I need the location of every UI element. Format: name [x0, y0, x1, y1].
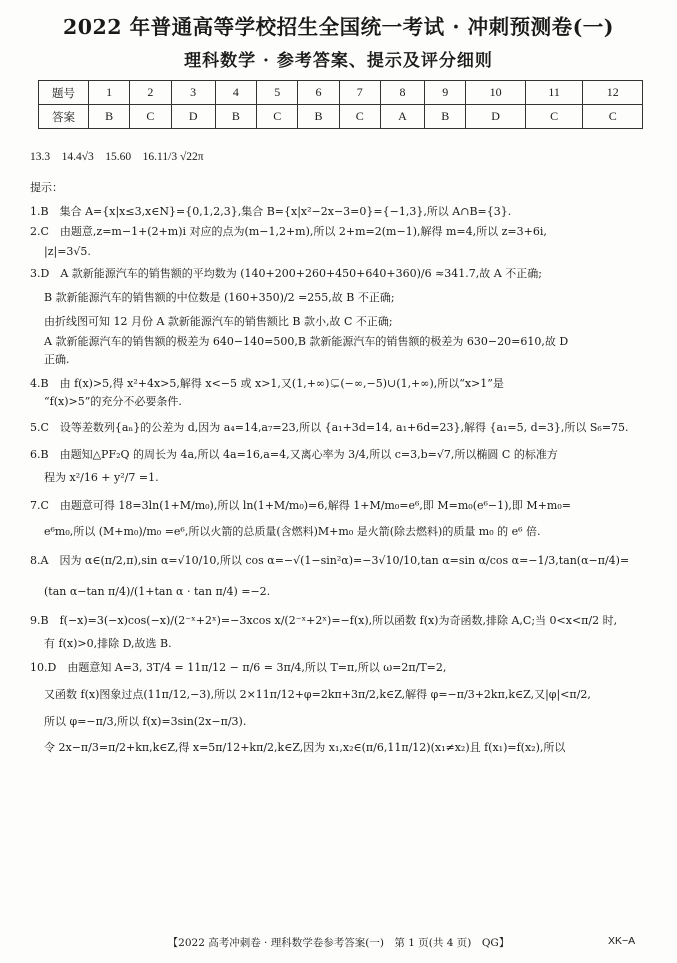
- solution-line: 由折线图可知 12 月份 A 款新能源汽车的销售额比 B 款小,故 C 不正确;: [44, 315, 393, 328]
- answer-cell: C: [339, 105, 380, 129]
- table-row-label: 答案: [39, 105, 89, 129]
- page-title: 2022 年普通高等学校招生全国统一考试 · 冲刺预测卷(一): [62, 15, 614, 39]
- answer-cell: A: [380, 105, 424, 129]
- solution-line: A 款新能源汽车的销售额的极差为 640−140=500,B 款新能源汽车的销售额的极差为 630−20=610,故 D: [44, 335, 569, 348]
- page-code: XK−A: [608, 935, 636, 947]
- question-number-cell: 11: [525, 81, 583, 105]
- solution-line: e⁶m₀,所以 (M+m₀)/m₀ =e⁶,所以火箭的总质量(含燃料)M+m₀ 是火箭(除去燃料)的质量 m₀ 的 e⁶ 倍.: [44, 525, 541, 538]
- solution-line: 8.A 因为 α∈(π/2,π),sin α=√10/10,所以 cos α=−√(1−sin²α)=−3√10/10,tan α=sin α/cos α=−1/3,tan(α−π/4)=: [30, 554, 630, 567]
- page-footer: 【2022 高考冲刺卷 · 理科数学卷参考答案(一) 第 1 页(共 4 页) QG】: [167, 937, 510, 949]
- solution-line: 有 f(x)>0,排除 D,故选 B.: [44, 637, 172, 650]
- answer-cell: B: [215, 105, 256, 129]
- fill-in-answers: 13.3 14.4√3 15.60 16.11/3 √22π: [30, 151, 204, 163]
- question-number-cell: 9: [425, 81, 466, 105]
- solution-line: 所以 φ=−π/3,所以 f(x)=3sin(2x−π/3).: [44, 715, 247, 728]
- answer-cell: C: [583, 105, 643, 129]
- solution-line: |z|=3√5.: [44, 245, 91, 258]
- question-number-cell: 10: [466, 81, 526, 105]
- solution-line: 程为 x²/16 + y²/7 =1.: [44, 471, 159, 484]
- solution-line: 令 2x−π/3=π/2+kπ,k∈Z,得 x=5π/12+kπ/2,k∈Z,因为 x₁,x₂∈(π/6,11π/12)(x₁≠x₂)且 f(x₁)=f(x₂),所以: [44, 741, 566, 754]
- solution-line: 又函数 f(x)图象过点(11π/12,−3),所以 2×11π/12+φ=2kπ+3π/2,k∈Z,解得 φ=−π/3+2kπ,k∈Z,又|φ|<π/2,: [44, 688, 591, 701]
- question-number-cell: 4: [215, 81, 256, 105]
- solution-line: B 款新能源汽车的销售额的中位数是 (160+350)/2 =255,故 B 不正确;: [44, 291, 395, 304]
- solution-line: 7.C 由题意可得 18=3ln(1+M/m₀),所以 ln(1+M/m₀)=6,解得 1+M/m₀=e⁶,即 M=m₀(e⁶−1),即 M+m₀=: [30, 499, 571, 512]
- solution-line: (tan α−tan π/4)/(1+tan α · tan π/4) =−2.: [44, 585, 271, 598]
- solution-line: 正确.: [44, 353, 70, 366]
- solution-line: 4.B 由 f(x)>5,得 x²+4x>5,解得 x<−5 或 x>1,又(1,+∞)⊊(−∞,−5)∪(1,+∞),所以“x>1”是: [30, 377, 504, 390]
- answer-cell: C: [257, 105, 298, 129]
- question-number-cell: 3: [171, 81, 215, 105]
- answer-cell: B: [425, 105, 466, 129]
- answer-cell: D: [466, 105, 526, 129]
- solution-line: 1.B 集合 A={x|x≤3,x∈N}={0,1,2,3},集合 B={x|x²−2x−3=0}={−1,3},所以 A∩B={3}.: [30, 205, 512, 218]
- question-number-cell: 2: [130, 81, 171, 105]
- question-number-cell: 5: [257, 81, 298, 105]
- table-row: [39, 81, 643, 105]
- page-subtitle: 理科数学 · 参考答案、提示及评分细则: [184, 51, 493, 71]
- answer-cell: C: [525, 105, 583, 129]
- table-row: [39, 105, 643, 129]
- table-row-label: 题号: [39, 81, 89, 105]
- solution-line: 2.C 由题意,z=m−1+(2+m)i 对应的点为(m−1,2+m),所以 2+m=2(m−1),解得 m=4,所以 z=3+6i,: [30, 225, 547, 238]
- solution-line: 3.D A 款新能源汽车的销售额的平均数为 (140+200+260+450+640+360)/6 ≈341.7,故 A 不正确;: [30, 267, 542, 280]
- question-number-cell: 6: [298, 81, 339, 105]
- answer-cell: B: [89, 105, 130, 129]
- solution-line: “f(x)>5”的充分不必要条件.: [44, 395, 182, 408]
- hints-label: 提示：: [30, 181, 63, 194]
- answer-cell: C: [130, 105, 171, 129]
- answer-table: [38, 80, 643, 129]
- question-number-cell: 8: [380, 81, 424, 105]
- question-number-cell: 12: [583, 81, 643, 105]
- answer-cell: B: [298, 105, 339, 129]
- question-number-cell: 7: [339, 81, 380, 105]
- answer-cell: D: [171, 105, 215, 129]
- solution-line: 5.C 设等差数列{aₙ}的公差为 d,因为 a₄=14,a₇=23,所以 {a₁+3d=14, a₁+6d=23},解得 {a₁=5, d=3},所以 S₆=75.: [30, 421, 629, 434]
- solution-line: 6.B 由题知△PF₂Q 的周长为 4a,所以 4a=16,a=4,又离心率为 3/4,所以 c=3,b=√7,所以椭圆 C 的标准方: [30, 448, 558, 461]
- solution-line: 10.D 由题意知 A=3, 3T/4 = 11π/12 − π/6 = 3π/4,所以 T=π,所以 ω=2π/T=2,: [30, 661, 447, 674]
- question-number-cell: 1: [89, 81, 130, 105]
- solution-line: 9.B f(−x)=3(−x)cos(−x)/(2⁻ˣ+2ˣ)=−3xcos x/(2⁻ˣ+2ˣ)=−f(x),所以函数 f(x)为奇函数,排除 A,C;当 0<x<π/2 时,: [30, 614, 618, 627]
